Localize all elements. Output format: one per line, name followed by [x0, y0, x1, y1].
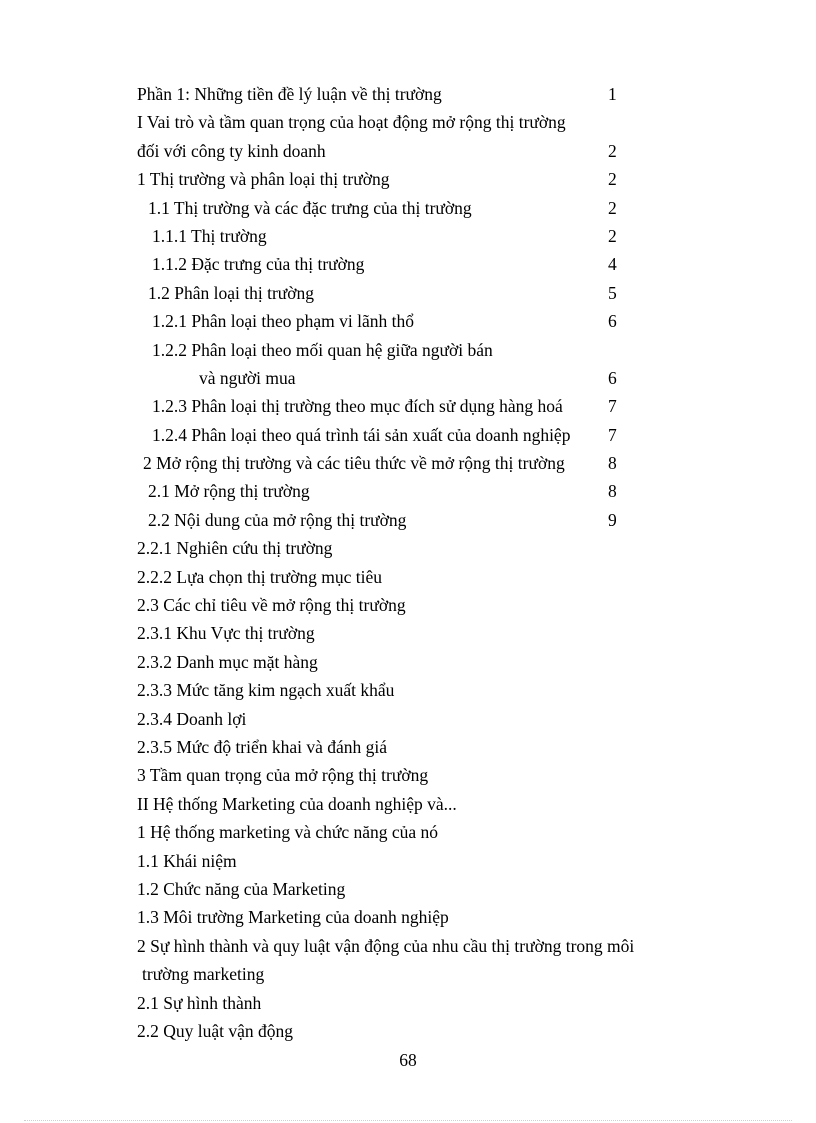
toc-entry-title: 1.2.4 Phân loại theo quá trình tái sản xuất của doanh nghiệp — [152, 424, 571, 445]
toc-entry — [137, 307, 697, 335]
toc-entry-page: 1 — [608, 84, 617, 104]
toc-entry — [137, 108, 697, 136]
toc-entry — [137, 761, 697, 789]
toc-entry-title: 2.3.4 Doanh lợi — [137, 708, 247, 729]
toc-entry-title: Phần 1: Những tiền đề lý luận về thị trường — [137, 84, 442, 104]
toc-entry — [137, 80, 697, 108]
toc-entry — [137, 875, 697, 903]
toc-entry-title: 2.1 Sự hình thành — [137, 992, 262, 1013]
toc-entry — [137, 960, 697, 988]
toc-entry — [137, 250, 697, 278]
toc-entry-title: 2.2.2 Lựa chọn thị trường mục tiêu — [137, 566, 382, 587]
toc-entry-title: 3 Tầm quan trọng của mở rộng thị trường — [137, 765, 429, 786]
toc-entry-title: 1.3 Môi trường Marketing của doanh nghiệp — [137, 907, 449, 928]
toc-entry — [137, 705, 697, 733]
toc-entry — [137, 137, 697, 165]
toc-entry — [137, 421, 697, 449]
toc-entry-page: 2 — [608, 140, 617, 161]
toc-entry — [137, 563, 697, 591]
toc-entry — [137, 194, 697, 222]
toc-entry-title: trường marketing — [142, 964, 265, 985]
table-of-contents — [137, 80, 697, 1045]
toc-entry — [137, 818, 697, 846]
toc-entry-title: 2.2 Nội dung của mở rộng thị trường — [148, 509, 407, 530]
toc-entry — [137, 506, 697, 534]
toc-entry-title: 1.2.2 Phân loại theo mối quan hệ giữa người bán — [152, 339, 493, 360]
toc-entry — [137, 591, 697, 619]
toc-entry — [137, 790, 697, 818]
toc-entry-page: 6 — [608, 367, 617, 388]
toc-entry-title: 2.2 Quy luật vận động — [137, 1020, 294, 1041]
toc-entry-title: 1.1 Khái niệm — [137, 850, 237, 871]
toc-entry-page: 5 — [608, 282, 617, 303]
toc-entry-page: 2 — [608, 225, 617, 246]
toc-entry-title: 2 Mở rộng thị trường và các tiêu thức về mở rộng thị trường — [143, 453, 565, 474]
toc-entry — [137, 733, 697, 761]
toc-entry — [137, 449, 697, 477]
toc-entry — [137, 477, 697, 505]
toc-entry — [137, 847, 697, 875]
toc-entry-title: 1.2 Phân loại thị trường — [148, 282, 315, 303]
toc-entry — [137, 534, 697, 562]
toc-entry-title: I Vai trò và tầm quan trọng của hoạt động mở rộng thị trường — [137, 112, 566, 133]
toc-entry-title: 2.3.3 Mức tăng kim ngạch xuất khẩu — [137, 680, 395, 701]
toc-entry-title: 2.1 Mở rộng thị trường — [148, 481, 310, 502]
toc-entry-page: 9 — [608, 509, 617, 530]
toc-entry — [137, 619, 697, 647]
toc-entry-title: 2 Sự hình thành và quy luật vận động của nhu cầu thị trường trong môi — [137, 935, 635, 956]
toc-entry-page: 8 — [608, 453, 617, 474]
toc-entry — [137, 279, 697, 307]
toc-entry — [137, 165, 697, 193]
toc-entry-title: và người mua — [199, 367, 296, 388]
toc-entry-page: 8 — [608, 481, 617, 502]
toc-entry-page: 2 — [608, 169, 617, 190]
toc-entry-title: 1.1 Thị trường và các đặc trưng của thị trường — [148, 197, 472, 218]
toc-entry-title: 1.2 Chức năng của Marketing — [137, 878, 346, 899]
page-bottom-divider — [24, 1120, 792, 1122]
toc-entry — [137, 336, 697, 364]
toc-entry-title: 2.3.1 Khu Vực thị trường — [137, 623, 315, 644]
toc-entry-title: 2.3.5 Mức độ triển khai và đánh giá — [137, 736, 388, 757]
toc-entry — [137, 932, 697, 960]
toc-entry-page: 7 — [608, 396, 617, 417]
toc-entry-page: 4 — [608, 254, 617, 275]
toc-entry — [137, 989, 697, 1017]
toc-entry-title: 2.3.2 Danh mục mặt hàng — [137, 651, 318, 672]
toc-entry — [137, 903, 697, 931]
toc-entry-title: đối với công ty kinh doanh — [137, 140, 326, 161]
toc-entry-page: 7 — [608, 424, 617, 445]
toc-entry-title: 1.2.1 Phân loại theo phạm vi lãnh thổ — [152, 311, 414, 332]
toc-entry-title: 1 Thị trường và phân loại thị trường — [137, 169, 390, 190]
toc-entry — [137, 364, 697, 392]
toc-entry-title: 1.2.3 Phân loại thị trường theo mục đích sử dụng hàng hoá — [152, 396, 563, 417]
page-number: 68 — [399, 1050, 417, 1070]
toc-entry-title: 1.1.2 Đặc trưng của thị trường — [152, 254, 365, 275]
toc-entry — [137, 648, 697, 676]
toc-entry — [137, 1017, 697, 1045]
toc-entry-page: 2 — [608, 197, 617, 218]
toc-entry-title: 2.2.1 Nghiên cứu thị trường — [137, 538, 333, 559]
toc-entry-title: 1.1.1 Thị trường — [152, 225, 267, 246]
toc-entry — [137, 676, 697, 704]
toc-entry — [137, 392, 697, 420]
toc-entry-title: 1 Hệ thống marketing và chức năng của nó — [137, 822, 439, 843]
toc-entry — [137, 222, 697, 250]
toc-entry-page: 6 — [608, 311, 617, 332]
toc-entry-title: II Hệ thống Marketing của doanh nghiệp và... — [137, 793, 457, 814]
toc-entry-title: 2.3 Các chỉ tiêu về mở rộng thị trường — [137, 595, 406, 616]
